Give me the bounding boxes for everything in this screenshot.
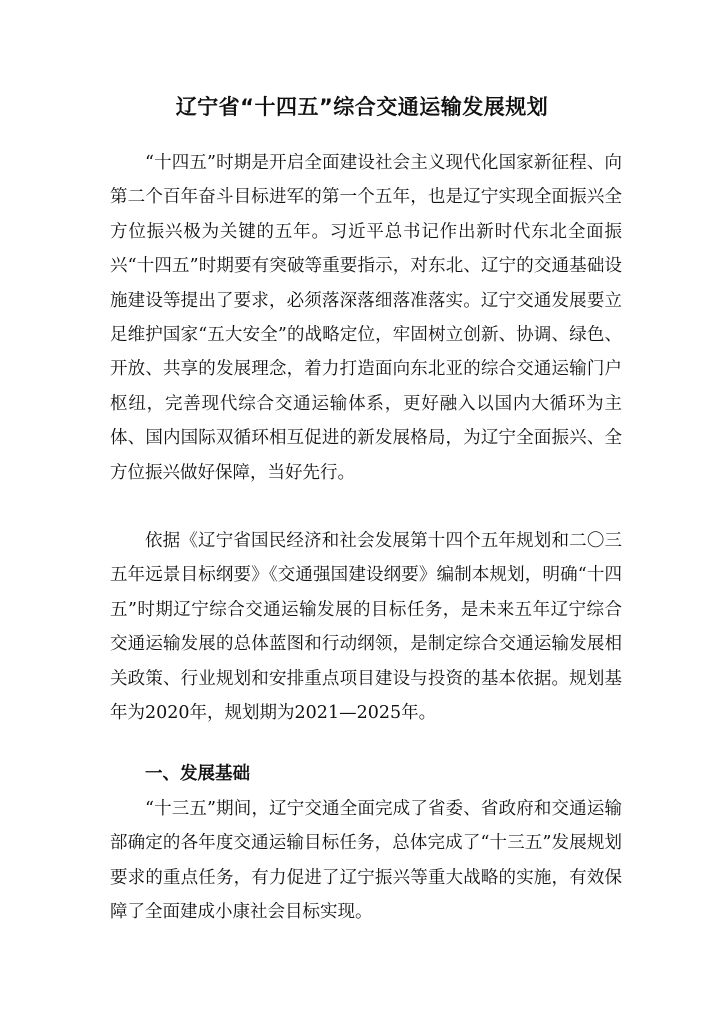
document-title: 辽宁省“十四五”综合交通运输发展规划 [175, 95, 549, 119]
section-paragraph: “十三五”期间，辽宁交通全面完成了省委、省政府和交通运输部确定的各年度交通运输目标任务，总体完成了“十三五”发展规划要求的重点任务，有力促进了辽宁振兴等重大战略的实施，有效保障了全面建成小康社会目标实现。 [110, 799, 622, 923]
section-heading: 一、发展基础 [145, 764, 250, 784]
intro-paragraph: “十四五”时期是开启全面建设社会主义现代化国家新征程、向第二个百年奋斗目标进军的第一个五年，也是辽宁实现全面振兴全方位振兴极为关键的五年。习近平总书记作出新时代东北全面振兴“十四五”时期要有突破等重要指示，对东北、辽宁的交通基础设施建设等提出了要求，必须落深落细落准落实。辽宁交通发展要立足维护国家“五大安全”的战略定位，牢固树立创新、协调、绿色、开放、共享的发展理念，着力打造面向东北亚的综合交通运输门户枢纽，完善现代综合交通运输体系，更好融入以国内大循环为主体、国内国际双循环相互促进的新发展格局，为辽宁全面振兴、全方位振兴做好保障，当好先行。 [110, 153, 622, 483]
basis-paragraph: 依据《辽宁省国民经济和社会发展第十四个五年规划和二〇三五年远景目标纲要》《交通强国建设纲要》编制本规划，明确“十四五”时期辽宁综合交通运输发展的目标任务，是未来五年辽宁综合交通运输发展的总体蓝图和行动纲领，是制定综合交通运输发展相关政策、行业规划和安排重点项目建设与投资的基本依据。规划基年为2020年，规划期为2021—2025年。 [110, 531, 622, 724]
